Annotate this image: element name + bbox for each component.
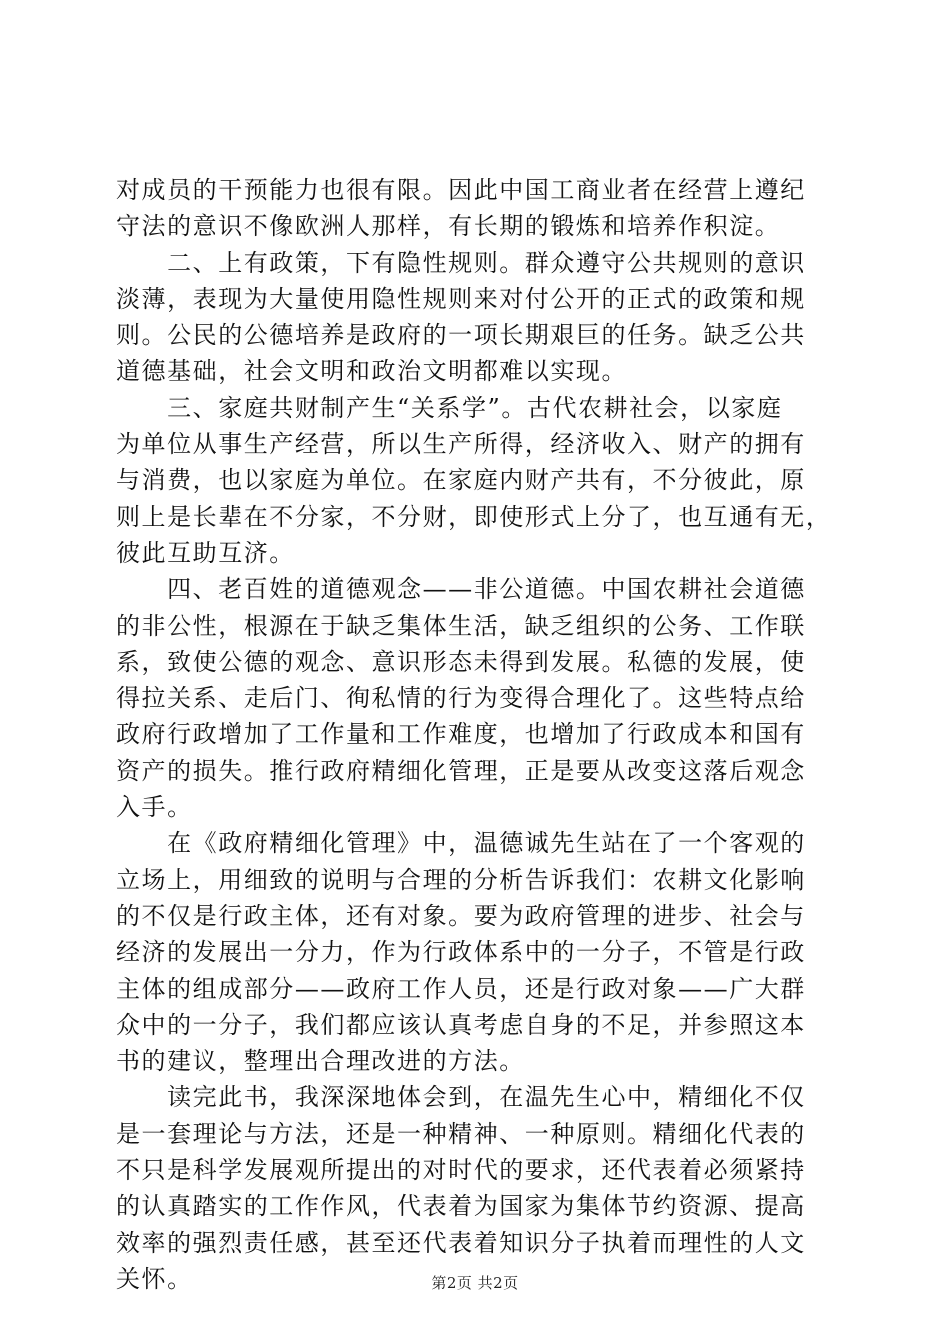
text-line: 关怀。: [116, 1264, 193, 1293]
text-line: 道德基础，社会文明和政治文明都难以实现。: [116, 357, 627, 386]
text-line: 政府行政增加了工作量和工作难度，也增加了行政成本和国有: [116, 720, 806, 749]
text-line: 为单位从事生产经营，所以生产所得，经济收入、财产的拥有: [116, 430, 806, 459]
text-line: 得拉关系、走后门、徇私情的行为变得合理化了。这些特点给: [116, 684, 806, 713]
text-line: 的认真踏实的工作作风，代表着为国家为集体节约资源、提高: [116, 1192, 806, 1221]
text-line: 资产的损失。推行政府精细化管理，正是要从改变这落后观念: [116, 756, 806, 785]
text-line: 四、老百姓的道德观念——非公道德。中国农耕社会道德: [116, 575, 806, 604]
text-line: 是一套理论与方法，还是一种精神、一种原则。精细化代表的: [116, 1119, 806, 1148]
page-footer: 第2页 共2页: [431, 1274, 519, 1292]
text-line: 的非公性，根源在于缺乏集体生活，缺乏组织的公务、工作联: [116, 611, 806, 640]
text-line: 对成员的干预能力也很有限。因此中国工商业者在经营上遵纪: [116, 176, 806, 204]
text-line: 在《政府精细化管理》中，温德诚先生站在了一个客观的: [116, 829, 806, 858]
text-line: 二、上有政策，下有隐性规则。群众遵守公共规则的意识: [116, 248, 806, 277]
text-line: 经济的发展出一分力，作为行政体系中的一分子，不管是行政: [116, 938, 806, 967]
text-line: 彼此互助互济。: [116, 538, 295, 567]
text-line: 不只是科学发展观所提出的对时代的要求，还代表着必须紧持: [116, 1156, 806, 1185]
text-line: 淡薄，表现为大量使用隐性规则来对付公开的正式的政策和规: [116, 284, 806, 313]
text-line: 效率的强烈责任感，甚至还代表着知识分子执着而理性的人文: [116, 1228, 806, 1257]
text-line: 众中的一分子，我们都应该认真考虑自身的不足，并参照这本: [116, 1010, 806, 1039]
text-line: 三、家庭共财制产生“关系学”。古代农耕社会，以家庭: [116, 393, 783, 422]
body-text: [116, 172, 836, 1297]
text-line: 系，致使公德的观念、意识形态未得到发展。私德的发展，使: [116, 647, 806, 676]
text-line: 读完此书，我深深地体会到，在温先生心中，精细化不仅: [116, 1083, 806, 1112]
text-line: 的不仅是行政主体，还有对象。要为政府管理的进步、社会与: [116, 901, 806, 930]
text-line: 入手。: [116, 793, 193, 822]
text-line: 则。公民的公德培养是政府的一项长期艰巨的任务。缺乏公共: [116, 321, 806, 350]
text-line: 主体的组成部分——政府工作人员，还是行政对象——广大群: [116, 974, 806, 1003]
text-line: 守法的意识不像欧洲人那样，有长期的锻炼和培养作积淀。: [116, 212, 781, 241]
text-line: 立场上，用细致的说明与合理的分析告诉我们：农耕文化影响: [116, 865, 806, 894]
text-line: 书的建议，整理出合理改进的方法。: [116, 1047, 525, 1076]
text-line: 则上是长辈在不分家，不分财，即使形式上分了，也互通有无，: [116, 502, 832, 531]
text-line: 与消费，也以家庭为单位。在家庭内财产共有，不分彼此，原: [116, 466, 806, 495]
